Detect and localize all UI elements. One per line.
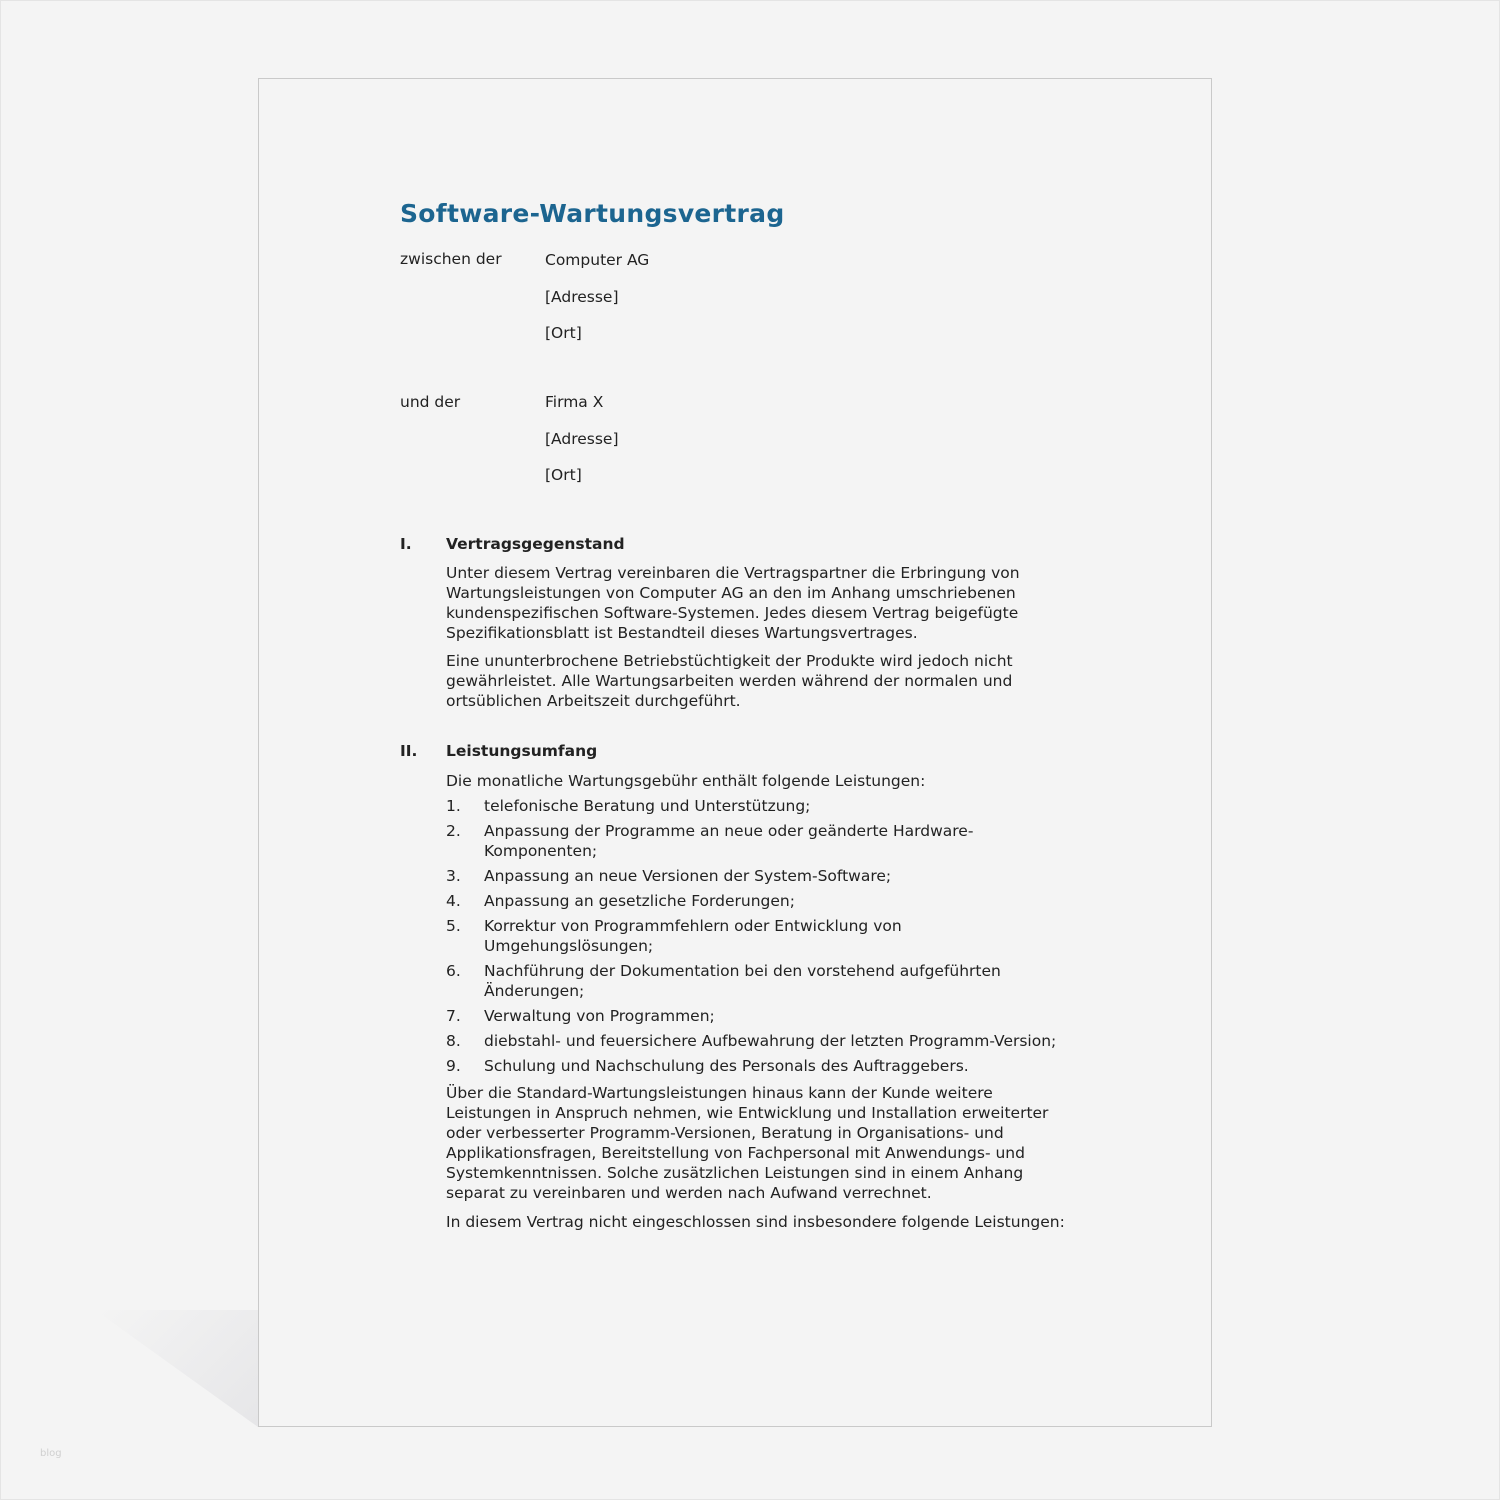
list-number: 7. bbox=[446, 1007, 461, 1025]
text-line: oder verbesserter Programm-Versionen, Beratung in Organisations- und bbox=[446, 1124, 1004, 1142]
text-line: Über die Standard-Wartungsleistungen hinaus kann der Kunde weitere bbox=[446, 1084, 993, 1102]
list-text: Nachführung der Dokumentation bei den vorstehend aufgeführten bbox=[484, 962, 1001, 980]
list-text: Änderungen; bbox=[484, 982, 585, 1000]
section-number: II. bbox=[400, 742, 418, 760]
text-line: gewährleistet. Alle Wartungsarbeiten werden während der normalen und bbox=[446, 672, 1013, 690]
list-text: Komponenten; bbox=[484, 842, 598, 860]
party-name: Computer AG bbox=[545, 251, 650, 269]
list-number: 6. bbox=[446, 962, 461, 980]
text-line: Applikationsfragen, Bereitstellung von Fachpersonal mit Anwendungs- und bbox=[446, 1144, 1025, 1162]
section-heading: Vertragsgegenstand bbox=[446, 535, 625, 553]
document-page bbox=[258, 78, 1212, 1427]
paragraph bbox=[446, 1083, 1126, 1203]
section-heading: Leistungsumfang bbox=[446, 742, 598, 760]
text-line: ortsüblichen Arbeitszeit durchgeführt. bbox=[446, 692, 741, 710]
list-number: 8. bbox=[446, 1032, 461, 1050]
text-line: kundenspezifischen Software-Systemen. Jedes diesem Vertrag beigefügte bbox=[446, 604, 1019, 622]
party-address: [Adresse] bbox=[545, 430, 619, 448]
list-text: Schulung und Nachschulung des Personals des Auftraggebers. bbox=[484, 1057, 969, 1075]
text-line: Spezifikationsblatt ist Bestandteil dieses Wartungsvertrages. bbox=[446, 624, 918, 642]
section-number: I. bbox=[400, 535, 412, 553]
party-label: und der bbox=[400, 393, 461, 411]
party-name: Firma X bbox=[545, 393, 604, 411]
list-number: 9. bbox=[446, 1057, 461, 1075]
list-text: telefonische Beratung und Unterstützung; bbox=[484, 797, 811, 815]
paragraph bbox=[446, 563, 1126, 643]
text-line: Unter diesem Vertrag vereinbaren die Vertragspartner die Erbringung von bbox=[446, 564, 1020, 582]
text-line: Leistungen in Anspruch nehmen, wie Entwicklung und Installation erweiterter bbox=[446, 1104, 1049, 1122]
text-line: separat zu vereinbaren und werden nach Aufwand verrechnet. bbox=[446, 1184, 932, 1202]
list-text: diebstahl- und feuersichere Aufbewahrung der letzten Programm-Version; bbox=[484, 1032, 1057, 1050]
list-number: 3. bbox=[446, 867, 461, 885]
intro-text: Die monatliche Wartungsgebühr enthält folgende Leistungen: bbox=[446, 772, 926, 790]
list-text: Anpassung an gesetzliche Forderungen; bbox=[484, 892, 795, 910]
paragraph bbox=[446, 651, 1126, 711]
list-number: 1. bbox=[446, 797, 461, 815]
text-line: In diesem Vertrag nicht eingeschlossen sind insbesondere folgende Leistungen: bbox=[446, 1213, 1065, 1231]
party-city: [Ort] bbox=[545, 324, 582, 342]
list-text: Verwaltung von Programmen; bbox=[484, 1007, 715, 1025]
list-text: Anpassung an neue Versionen der System-Software; bbox=[484, 867, 892, 885]
list-number: 5. bbox=[446, 917, 461, 935]
list-text: Anpassung der Programme an neue oder geänderte Hardware- bbox=[484, 822, 974, 840]
party-label: zwischen der bbox=[400, 250, 502, 268]
list-number: 2. bbox=[446, 822, 461, 840]
list-text: Korrektur von Programmfehlern oder Entwicklung von bbox=[484, 917, 902, 935]
list-text: Umgehungslösungen; bbox=[484, 937, 654, 955]
text-line: Wartungsleistungen von Computer AG an den im Anhang umschriebenen bbox=[446, 584, 1016, 602]
text-line: Systemkenntnissen. Solche zusätzlichen Leistungen sind in einem Anhang bbox=[446, 1164, 1024, 1182]
watermark: blog bbox=[40, 1448, 62, 1459]
list-number: 4. bbox=[446, 892, 461, 910]
paragraph bbox=[446, 1212, 1126, 1232]
party-address: [Adresse] bbox=[545, 288, 619, 306]
text-line: Eine ununterbrochene Betriebstüchtigkeit der Produkte wird jedoch nicht bbox=[446, 652, 1013, 670]
party-city: [Ort] bbox=[545, 466, 582, 484]
document-title: Software-Wartungsvertrag bbox=[400, 199, 785, 228]
